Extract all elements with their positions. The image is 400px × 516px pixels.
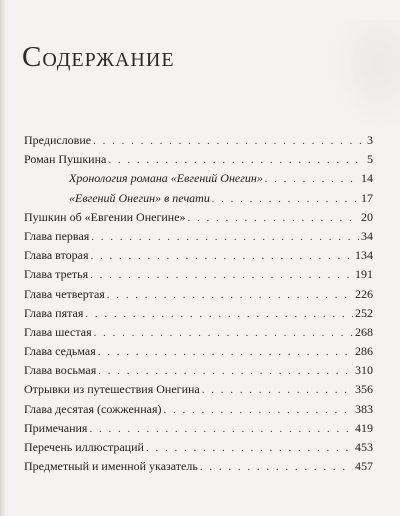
toc-entry-page: 356 — [355, 382, 373, 397]
toc-entry-page: 383 — [355, 401, 373, 416]
toc-entry[interactable] — [24, 438, 373, 457]
toc-entry-page: 17 — [361, 190, 373, 205]
toc-entry-page: 419 — [355, 420, 373, 435]
toc-entry-page: 453 — [355, 440, 373, 454]
dot-leader — [200, 458, 353, 477]
toc-entry-page: 457 — [355, 459, 373, 474]
toc-entry-label: Глава восьмая — [24, 363, 97, 378]
dot-leader — [98, 343, 353, 362]
toc-entry-label: Отрывки из путешествия Онегина — [24, 382, 200, 397]
dot-leader — [212, 190, 359, 209]
dot-leader — [265, 170, 359, 189]
toc-entry-label: Пушкин об «Евгении Онегине» — [24, 209, 186, 224]
dot-leader — [89, 420, 353, 439]
toc-entry-label: Глава вторая — [24, 248, 89, 263]
toc-entry-label: Глава шестая — [24, 324, 92, 339]
toc-entry-page: 310 — [355, 363, 373, 378]
toc-entry-label: Хронология романа «Евгений Онегин» — [69, 171, 263, 186]
toc-entry[interactable] — [24, 246, 373, 265]
toc-entry-page: 34 — [361, 228, 373, 243]
page-edge — [0, 0, 6, 516]
dot-leader — [90, 247, 353, 266]
dot-leader — [188, 209, 359, 228]
toc-entry-page: 14 — [361, 171, 373, 186]
toc-entry-page: 252 — [355, 305, 373, 320]
show-through-text — [330, 20, 400, 130]
toc-entry-label: «Евгений Онегин» в печати — [69, 190, 210, 205]
dot-leader — [202, 381, 353, 400]
toc-entry-label: Глава первая — [24, 228, 90, 243]
dot-leader — [107, 286, 353, 305]
dot-leader — [108, 151, 365, 170]
toc-entry-label: Глава пятая — [24, 305, 84, 320]
toc-entry[interactable] — [24, 361, 373, 380]
toc-entry-label: Предметный и именной указатель — [24, 459, 198, 474]
toc-entry-label: Роман Пушкина — [24, 152, 107, 167]
toc-entry[interactable] — [24, 323, 373, 342]
dot-leader — [91, 228, 359, 247]
toc-entry[interactable] — [24, 342, 373, 361]
toc-entry[interactable] — [24, 150, 373, 169]
toc-entry-label: Предисловие — [24, 133, 92, 147]
toc-entry-page: 5 — [367, 152, 373, 167]
toc-entry-page: 286 — [355, 344, 373, 359]
toc-entry[interactable] — [24, 265, 373, 284]
toc-entry-page: 134 — [355, 248, 373, 263]
toc-entry[interactable] — [24, 131, 373, 150]
toc-entry-label: Перечень иллюстраций — [24, 440, 144, 454]
toc-entry[interactable] — [24, 227, 373, 246]
toc-entry[interactable] — [24, 304, 373, 323]
toc-entry-page: 268 — [355, 324, 373, 339]
toc-entry-page: 20 — [361, 209, 373, 224]
dot-leader — [94, 324, 353, 343]
toc-entry-page: 191 — [355, 267, 373, 282]
toc-subentry[interactable] — [24, 189, 373, 208]
toc-entry-page: 3 — [367, 133, 373, 147]
page-title: Содержание — [22, 41, 175, 74]
table-of-contents — [24, 131, 373, 476]
dot-leader — [98, 362, 353, 381]
toc-entry-label: Глава третья — [24, 267, 89, 282]
toc-entry-label: Глава четвертая — [24, 286, 105, 301]
toc-entry-label: Примечания — [24, 420, 88, 435]
toc-entry[interactable] — [24, 400, 373, 419]
dot-leader — [163, 401, 353, 420]
toc-entry-page: 226 — [355, 286, 373, 301]
toc-entry-label: Глава седьмая — [24, 344, 96, 359]
dot-leader — [146, 439, 353, 458]
dot-leader — [85, 305, 353, 324]
toc-entry[interactable] — [24, 457, 373, 476]
toc-entry[interactable] — [24, 419, 373, 438]
dot-leader — [93, 132, 365, 151]
toc-entry[interactable] — [24, 208, 373, 227]
toc-entry[interactable] — [24, 380, 373, 399]
dot-leader — [90, 266, 353, 285]
toc-subentry[interactable] — [24, 169, 373, 188]
toc-entry[interactable] — [24, 285, 373, 304]
toc-entry-label: Глава десятая (сожженная) — [24, 401, 162, 416]
